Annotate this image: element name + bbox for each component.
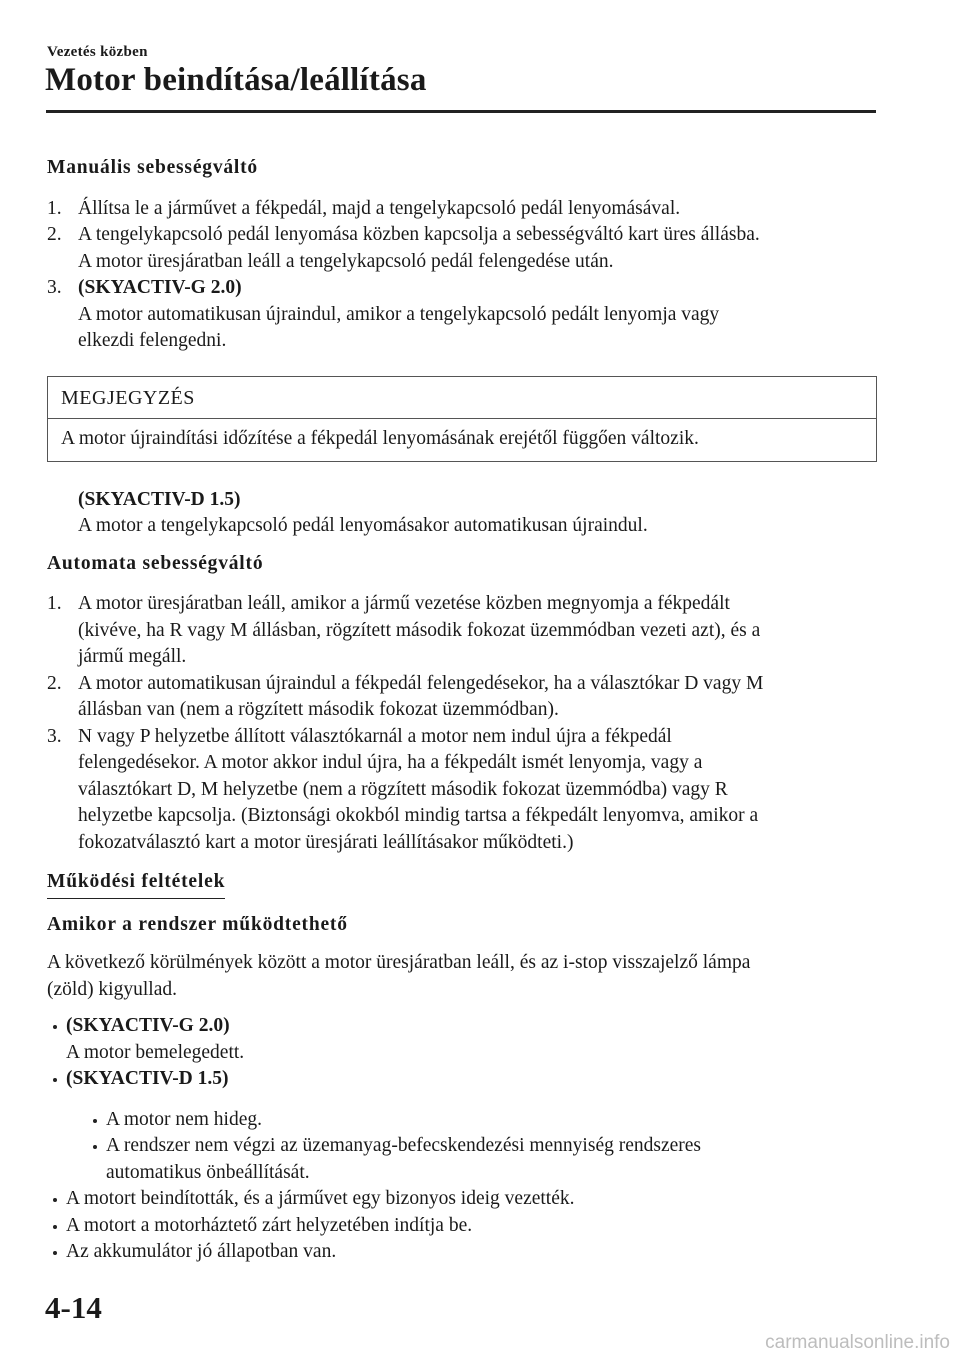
manual-step-3 — [47, 275, 877, 355]
conditions-intro — [47, 950, 877, 1003]
step-text: A motor üresjáratban leáll a tengelykapcsoló pedál felengedése után. — [78, 250, 614, 272]
page-content — [47, 155, 877, 1266]
step-text: elkezdi felengedni. — [78, 330, 227, 351]
engine-variant-label: (SKYACTIV-D 1.5) — [78, 488, 241, 510]
operating-conditions-heading-row — [47, 869, 877, 899]
bullet-icon — [53, 1078, 57, 1082]
condition-text: automatikus önbeállítását. — [106, 1161, 310, 1183]
step-text: helyzetbe kapcsolja. (Biztonsági okokból mindig tartsa a fékpedált lenyomva, amikor a — [78, 805, 759, 826]
step-text: A motor automatikusan újraindul a fékpedál felengedésekor, ha a választókar D vagy M — [78, 672, 764, 694]
step-text: N vagy P helyzetbe állított választókarnál a motor nem indul újra a fékpedál — [78, 725, 672, 747]
step-number: 3. — [47, 725, 62, 747]
intro-line: (zöld) kigyullad. — [47, 978, 177, 1000]
condition-item — [47, 1066, 877, 1186]
step-text: (kivéve, ha R vagy M állásban, rögzített második fokozat üzemmódban vezeti azt), és a — [78, 619, 761, 641]
condition-text: A motor bemelegedett. — [66, 1041, 245, 1063]
bullet-icon — [53, 1251, 57, 1255]
automatic-transmission-heading: Automata sebességváltó — [47, 552, 264, 574]
conditions-list — [47, 1013, 877, 1266]
intro-line: A következő körülmények között a motor üresjáratban leáll, és az i-stop visszajelző lámpa — [47, 952, 751, 973]
condition-item — [47, 1186, 877, 1213]
source-watermark: carmanualsonline.info — [765, 1332, 950, 1353]
sub-condition-item — [87, 1133, 877, 1186]
engine-variant-label: (SKYACTIV-G 2.0) — [78, 277, 242, 298]
condition-item — [47, 1239, 877, 1266]
engine-variant-label: (SKYACTIV-G 2.0) — [66, 1015, 230, 1036]
step-number: 1. — [47, 197, 62, 219]
automatic-step-3 — [47, 724, 877, 857]
step-text: fokozatválasztó kart a motor üresjárati leállításakor működteti.) — [78, 831, 574, 853]
step-text: A motor automatikusan újraindul, amikor a tengelykapcsoló pedált lenyomja vagy — [78, 303, 720, 325]
page-number: 4-14 — [45, 1290, 102, 1325]
note-title: MEGJEGYZÉS — [48, 377, 876, 420]
condition-item — [47, 1213, 877, 1240]
bullet-icon — [53, 1198, 57, 1202]
condition-item — [47, 1013, 877, 1066]
engine-variant-label: (SKYACTIV-D 1.5) — [66, 1068, 229, 1089]
step-number: 1. — [47, 593, 62, 614]
page-title: Motor beindítása/leállítása — [45, 62, 427, 98]
step-number: 3. — [47, 277, 62, 298]
manual-steps-list — [47, 196, 877, 355]
step-number: 2. — [47, 224, 62, 245]
step-text: A tengelykapcsoló pedál lenyomása közben kapcsolja a sebességváltó kart üres állásba. — [78, 224, 760, 245]
diesel-text: A motor a tengelykapcsoló pedál lenyomásakor automatikusan újraindul. — [78, 515, 648, 536]
step-text: választókart D, M helyzetbe (nem a rögzített második fokozat üzemmódba) vagy R — [78, 778, 728, 800]
condition-text: Az akkumulátor jó állapotban van. — [66, 1241, 337, 1262]
automatic-steps-list — [47, 591, 877, 856]
automatic-step-1 — [47, 591, 877, 671]
note-box — [47, 376, 877, 462]
step-text: A motor üresjáratban leáll, amikor a jármű vezetése közben megnyomja a fékpedált — [78, 593, 730, 614]
system-operable-subheading: Amikor a rendszer működtethető — [47, 913, 348, 935]
section-label: Vezetés közben — [47, 44, 148, 60]
step-text: jármű megáll. — [78, 646, 187, 667]
bullet-icon — [53, 1025, 57, 1029]
bullet-icon — [53, 1225, 57, 1229]
diesel-manual-block — [47, 487, 877, 540]
condition-text: A motort a motorháztető zárt helyzetében indítja be. — [66, 1214, 473, 1236]
automatic-step-2 — [47, 671, 877, 724]
step-text: felengedésekor. A motor akkor indul újra, ha a fékpedált ismét lenyomja, vagy a — [78, 752, 703, 773]
sub-condition-item — [87, 1107, 877, 1134]
manual-step-2 — [47, 222, 877, 275]
step-text: állásban van (nem a rögzített második fokozat üzemmódban). — [78, 699, 559, 720]
diesel-conditions-sublist — [66, 1107, 877, 1187]
manual-transmission-heading: Manuális sebességváltó — [47, 157, 258, 178]
step-number: 2. — [47, 672, 62, 694]
condition-text: A motort beindították, és a járművet egy bizonyos ideig vezették. — [66, 1188, 575, 1209]
condition-text: A rendszer nem végzi az üzemanyag-befecskendezési mennyiség rendszeres — [106, 1135, 702, 1156]
operating-conditions-heading: Működési feltételek — [47, 869, 225, 899]
title-divider — [46, 110, 876, 113]
bullet-icon — [93, 1145, 97, 1149]
bullet-icon — [93, 1119, 97, 1123]
condition-text: A motor nem hideg. — [106, 1108, 262, 1130]
manual-step-1 — [47, 196, 877, 223]
note-text: A motor újraindítási időzítése a fékpedál lenyomásának erejétől függően változik. — [61, 428, 699, 449]
step-text: Állítsa le a járművet a fékpedál, majd a tengelykapcsoló pedál lenyomásával. — [78, 197, 681, 219]
